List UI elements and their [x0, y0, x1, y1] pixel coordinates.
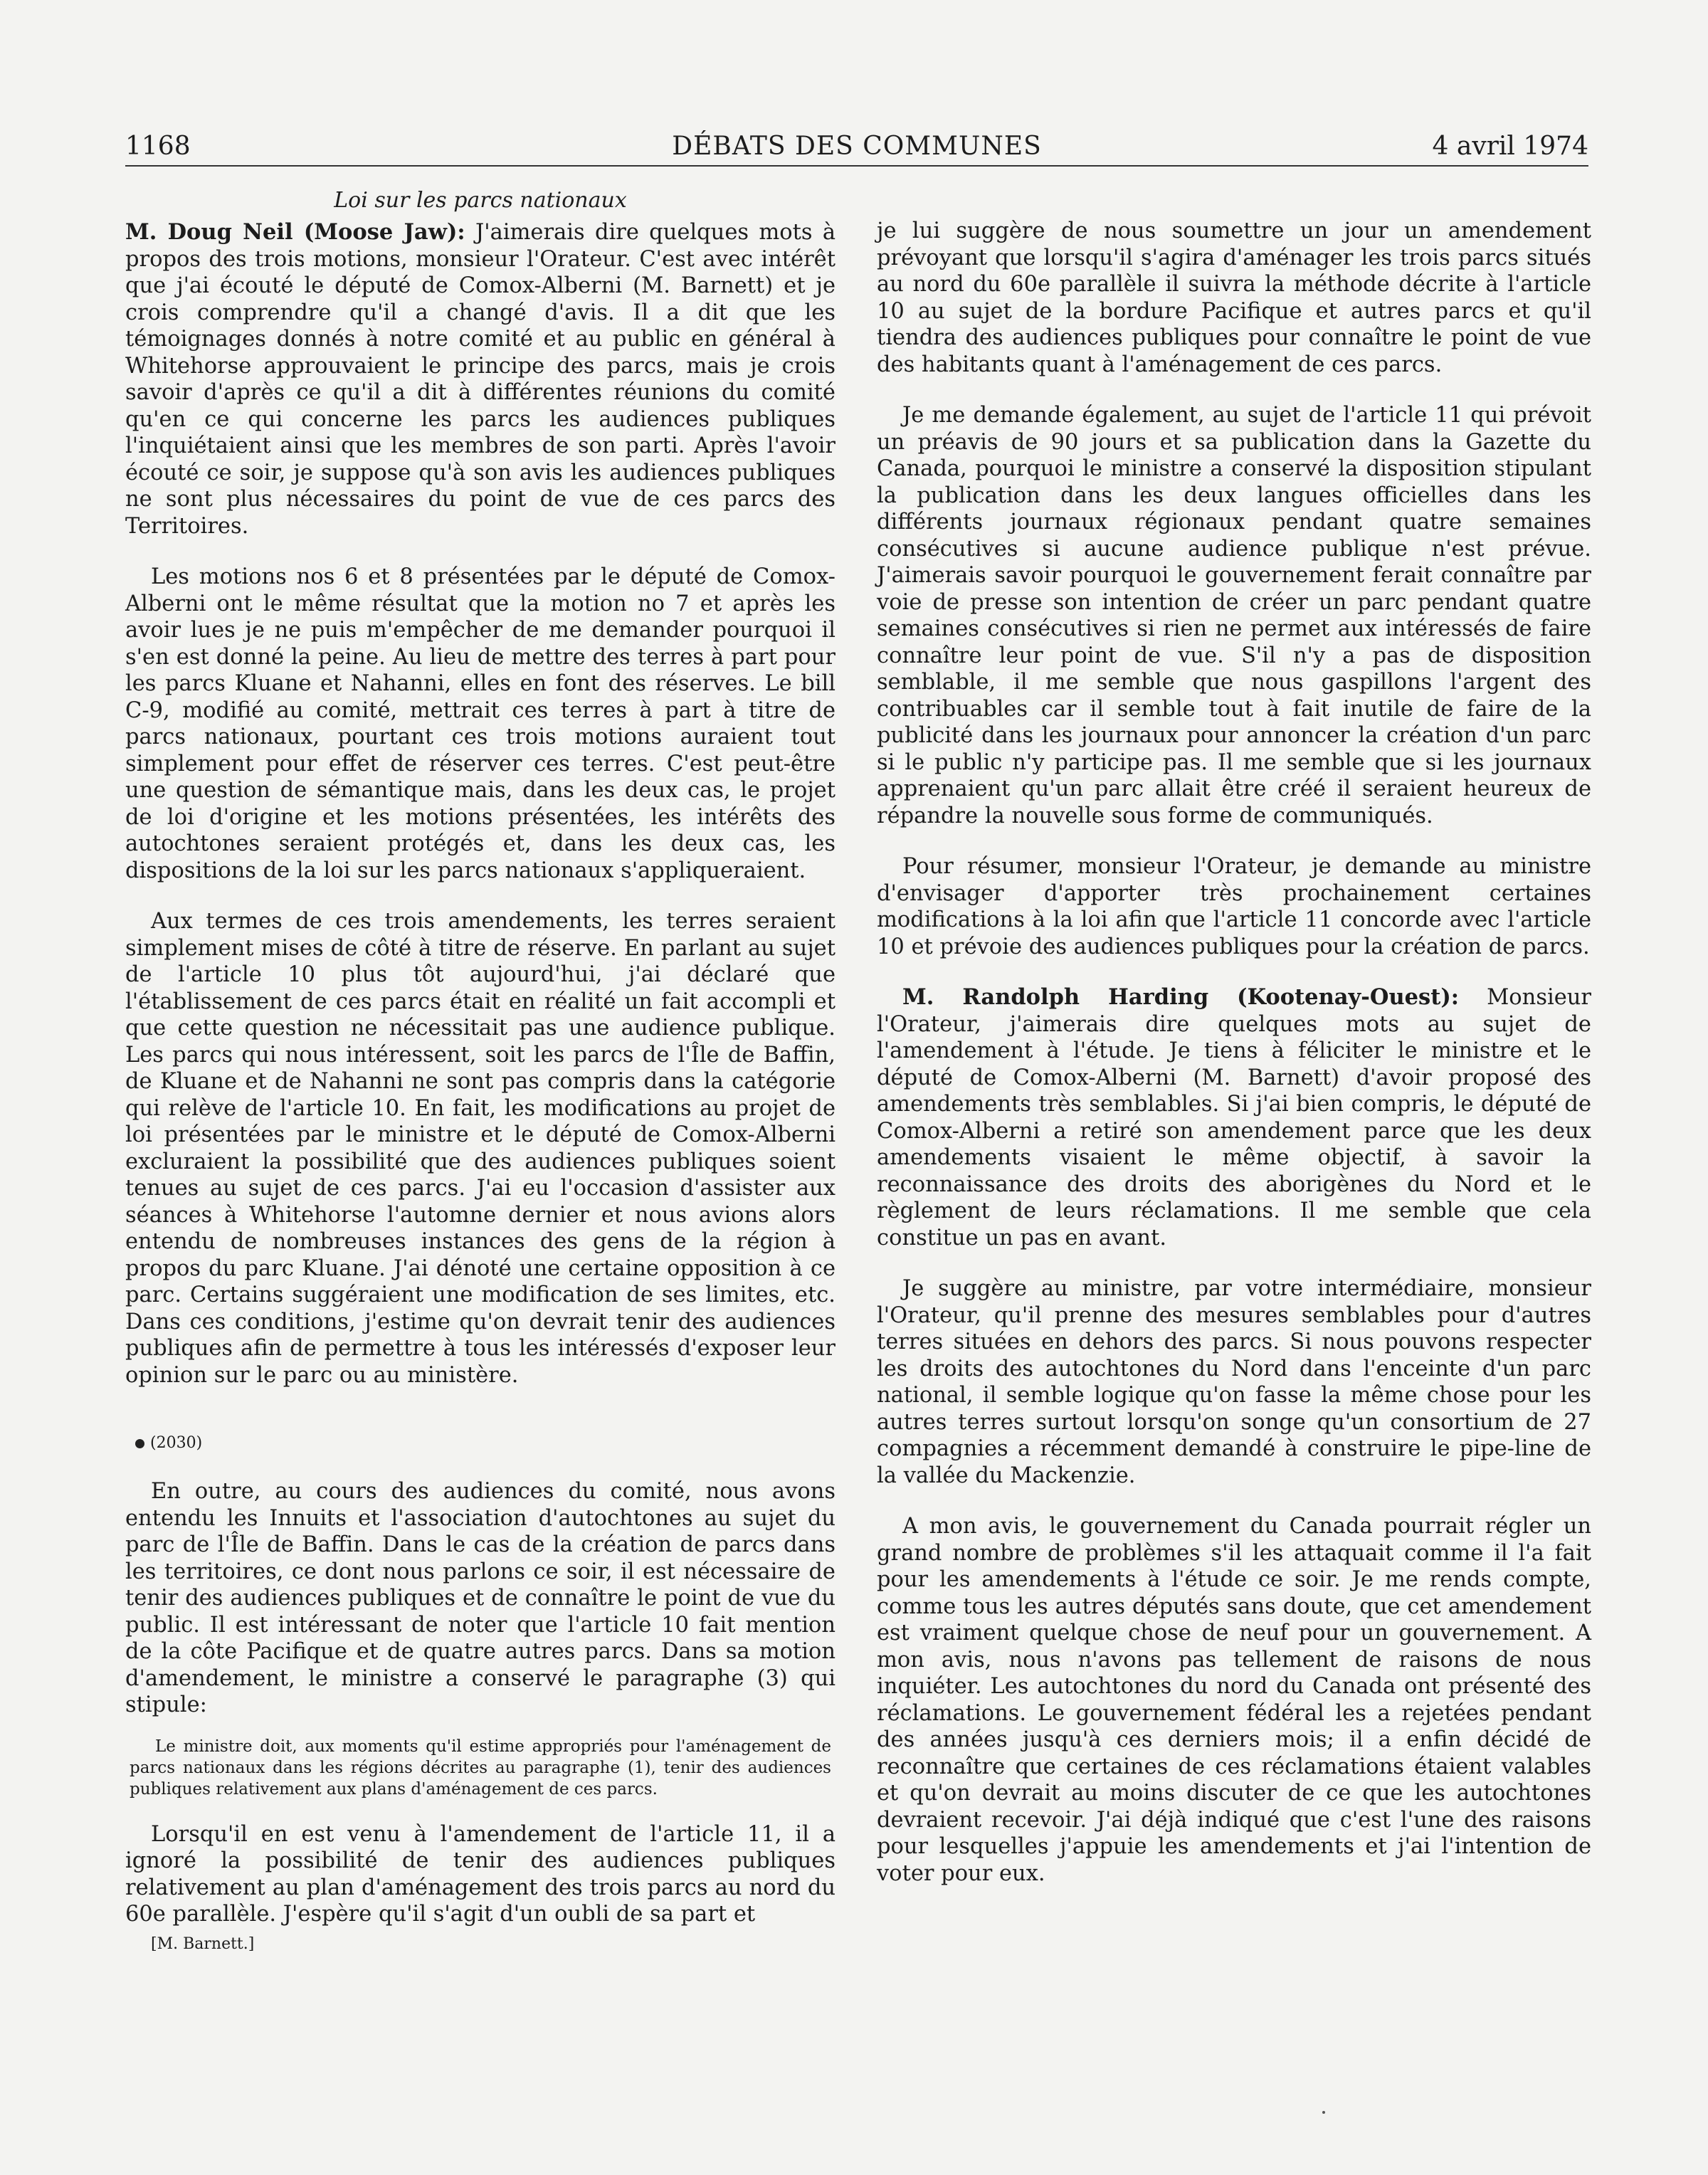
paragraph: Pour résumer, monsieur l'Orateur, je demande au ministre d'envisager d'apporter très prochainement certaines modifications à la loi afin que l'article 11 concorde avec l'article 10 et prévoie des audiences publiques pour la création de parcs.	[877, 854, 1591, 959]
paragraph: Lorsqu'il en est venu à l'amendement de l'article 11, il a ignoré la possibilité de tenir des audiences publiques relativement au plan d'aménagement des trois parcs au nord du 60e parallèle. J'espère qu'il s'agit d'un oubli de sa part et	[125, 1821, 835, 1927]
paragraph: Je suggère au ministre, par votre intermédiaire, monsieur l'Orateur, qu'il prenne des mesures semblables pour d'autres terres situées en dehors des parcs. Si nous pouvons respecter les droits des autochtones du Nord dans l'enceinte d'un parc national, il semble logique qu'on fasse la même chose pour les autres terres surtout lorsqu'on songe qu'un consortium de 27 compagnies a récemment demandé à construire le pipe-line de la vallée du Mackenzie.	[877, 1276, 1591, 1488]
time-marker	[125, 1433, 835, 1454]
right-column	[877, 218, 1591, 1911]
time-marker-text: (2030)	[150, 1434, 203, 1452]
paragraph: Les motions nos 6 et 8 présentées par le député de Comox-Alberni ont le même résultat que la motion no 7 et après les avoir lues je ne puis m'empêcher de me demander pourquoi il s'en est donné la peine. Au lieu de mettre des terres à part pour les parcs Kluane et Nahanni, elles en font des réserves. Le bill C-9, modifié au comité, mettrait ces terres à part à titre de parcs nationaux, pourtant ces trois motions auraient tout simplement pour effet de réserver ces terres. C'est peut-être une question de sémantique mais, dans les deux cas, le projet de loi d'origine et les motions présentées, les intérêts des autochtones seraient protégés et, dans les deux cas, les dispositions de la loi sur les parcs nationaux s'appliqueraient.	[125, 564, 835, 883]
paragraph: A mon avis, le gouvernement du Canada pourrait régler un grand nombre de problèmes s'il les attaquait comme il l'a fait pour les amendements à l'étude ce soir. Je me rends compte, comme tous les autres députés sans doute, que cet amendement est vraiment quelque chose de neuf pour un gouvernement. A mon avis, nous n'avons pas tellement de raisons de nous inquiéter. Les autochtones du nord du Canada ont présenté des réclamations. Le gouvernement fédéral les a rejetées pendant des années jusqu'à ces derniers mois; il a enfin décidé de reconnaître que certaines de ces réclamations étaient valables et qu'on devrait au moins discuter de ce que les autochtones devraient recevoir. J'ai déjà indiqué que c'est l'une des raisons pour lesquelles j'appuie les amendements et j'ai l'intention de voter pour eux.	[877, 1514, 1591, 1886]
publication-title: DÉBATS DES COMMUNES	[672, 132, 1042, 161]
left-column	[125, 186, 835, 1955]
paragraph: je lui suggère de nous soumettre un jour un amendement prévoyant que lorsqu'il s'agira d'aménager les trois parcs situés au nord du 60e parallèle il suivra la méthode décrite à l'article 10 au sujet de la bordure Pacifique et autres parcs et qu'il tiendra des audiences publiques pour connaître le point de vue des habitants quant à l'aménagement de ces parcs.	[877, 218, 1591, 377]
section-subhead: Loi sur les parcs nationaux	[334, 188, 627, 213]
paragraph: Aux termes de ces trois amendements, les terres seraient simplement mises de côté à titre de réserve. En parlant au sujet de l'article 10 plus tôt aujourd'hui, j'ai déclaré que l'établissement de ces parcs était en réalité un fait accompli et que cette question ne nécessitait pas une audience publique. Les parcs qui nous intéressent, soit les parcs de l'Île de Baffin, de Kluane et de Nahanni ne sont pas compris dans la catégorie qui relève de l'article 10. En fait, les modifications au projet de loi présentées par le ministre et le député de Comox-Alberni excluraient la possibilité que des audiences publiques soient tenues au sujet de ces parcs. J'ai eu l'occasion d'assister aux séances à Whitehorse l'automne dernier et nous avions alors entendu de nombreuses instances des gens de la région à propos du parc Kluane. J'ai dénoté une certaine opposition à ce parc. Certains suggéraient une modification de ses limites, etc. Dans ces conditions, j'estime qu'on devrait tenir des audiences publiques afin de permettre à tous les intéressés d'exposer leur opinion sur le parc ou au ministère.	[125, 909, 835, 1388]
paragraph-text: Monsieur l'Orateur, j'aimerais dire quelques mots au sujet de l'amendement à l'étude. Je tiens à féliciter le ministre et le député de Comox-Alberni (M. Barnett) d'avoir proposé des amendements très semblables. Si j'ai bien compris, le député de Comox-Alberni a retiré son amendement parce que les deux amendements visaient le même objectif, à savoir la reconnaissance des droits des aborigènes du Nord et le règlement de leurs réclamations. Il me semble que cela constitue un pas en avant.	[877, 985, 1591, 1250]
speaker-reference: [M. Barnett.]	[151, 1934, 255, 1953]
quoted-provision: Le ministre doit, aux moments qu'il estime appropriés pour l'aménagement de parcs nationaux dans les régions décrites au paragraphe (1), tenir des audiences publiques relativement aux plans d'aménagement de ces parcs.	[130, 1737, 831, 1799]
paragraph: Je me demande également, au sujet de l'article 11 qui prévoit un préavis de 90 jours et sa publication dans la Gazette du Canada, pourquoi le ministre a conservé la disposition stipulant la publication dans les deux langues officielles dans les différents journaux régionaux pendant quatre semaines consécutives si aucune audience publique n'est prévue. J'aimerais savoir pourquoi le gouvernement ferait connaître par voie de presse son intention de créer un parc pendant quatre semaines consécutives si rien ne permet aux intéressés de faire connaître leur point de vue. S'il n'y a pas de disposition semblable, il me semble que nous gaspillons l'argent des contribuables car il semble tout à fait inutile de faire de la publicité dans les journaux pour annoncer la création d'un parc si le public n'y participe pas. Il me semble que si les journaux apprenaient qu'un parc allait être créé il seraient heureux de répandre la nouvelle sous forme de communiqués.	[877, 403, 1591, 828]
session-date: 4 avril 1974	[1432, 132, 1588, 161]
scan-speck	[1322, 2111, 1325, 2114]
paragraph: En outre, au cours des audiences du comité, nous avons entendu les Innuits et l'association d'autochtones au sujet du parc de l'Île de Baffin. Dans le cas de la création de parcs dans les territoires, ce dont nous parlons ce soir, il est nécessaire de tenir des audiences publiques et de connaître le point de vue du public. Il est intéressant de noter que l'article 10 fait mention de la côte Pacifique et de quatre autres parcs. Dans sa motion d'amendement, le ministre a conservé le paragraphe (3) qui stipule:	[125, 1479, 835, 1717]
page-header	[125, 128, 1588, 167]
page-number: 1168	[125, 132, 191, 161]
paragraph	[125, 219, 835, 539]
speaker-name: M. Randolph Harding (Kootenay-Ouest):	[902, 984, 1460, 1010]
paragraph-text: J'aimerais dire quelques mots à propos des trois motions, monsieur l'Orateur. C'est avec intérêt que j'ai écouté le député de Comox-Alberni (M. Barnett) et je crois comprendre qu'il a changé d'avis. Il a dit que les témoignages donnés à notre comité et au public en général à Whitehorse approuvaient le principe des parcs, mais je crois savoir d'après ce qu'il a dit à différentes réunions du comité qu'en ce qui concerne les parcs les audiences publiques l'inquiétaient ainsi que les membres de son parti. Après l'avoir écouté ce soir, je suppose qu'à son avis les audiences publiques ne sont plus nécessaires du point de vue de ces parcs des Territoires.	[125, 220, 836, 539]
paragraph	[877, 984, 1591, 1251]
bullet-dot-icon	[135, 1439, 144, 1448]
speaker-name: M. Doug Neil (Moose Jaw):	[125, 219, 465, 245]
